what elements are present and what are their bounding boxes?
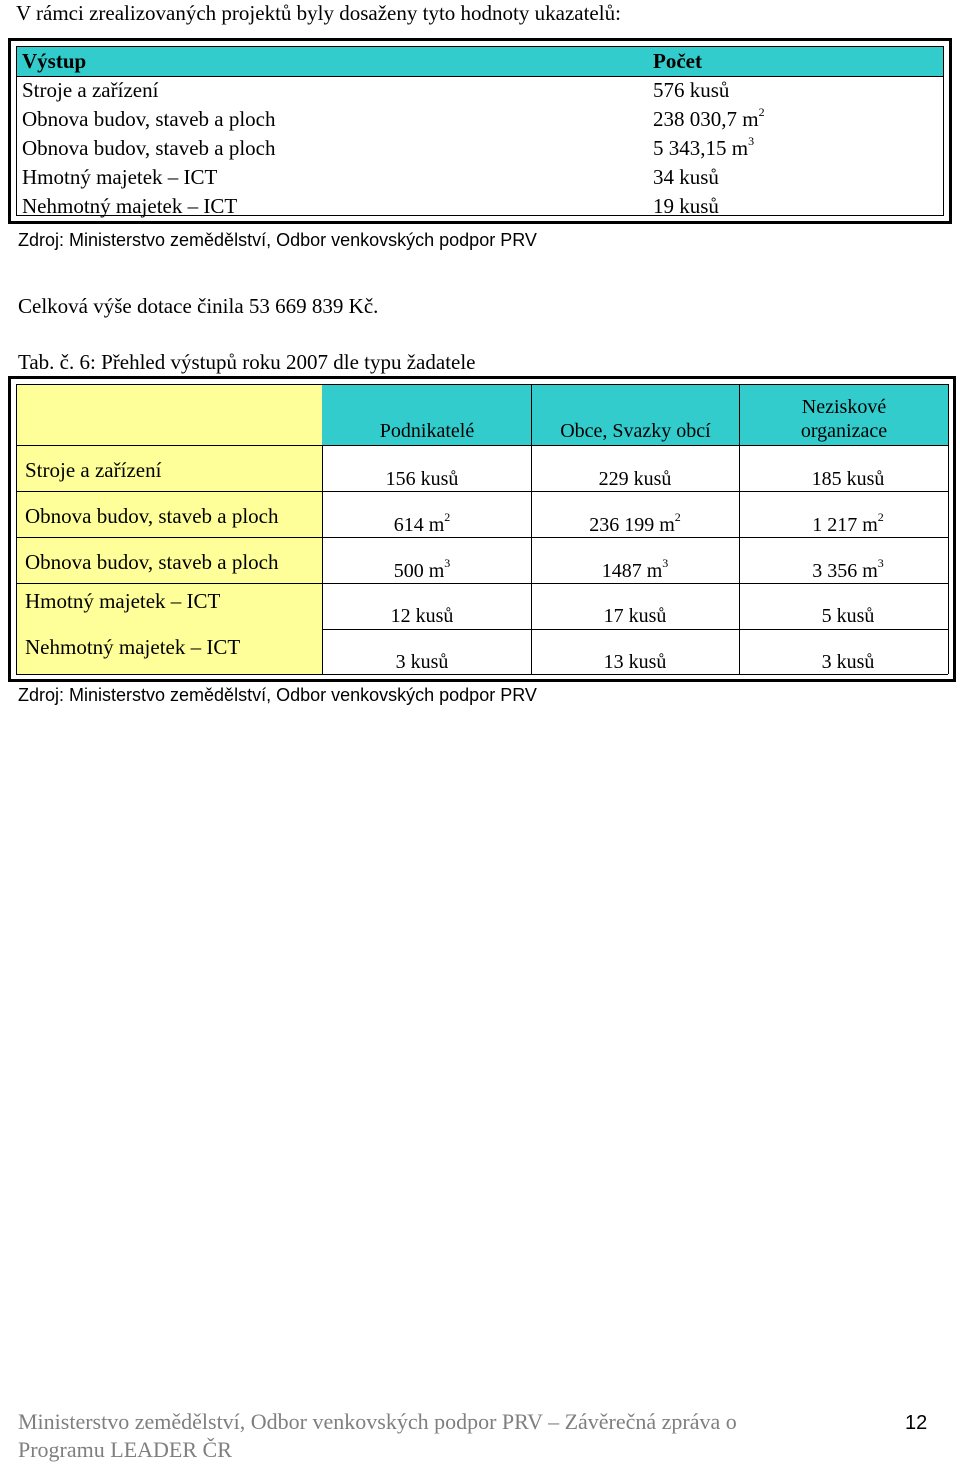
header-count: Počet <box>653 49 702 73</box>
footer-line-2: Programu LEADER ČR <box>18 1437 232 1462</box>
table-row <box>17 192 943 221</box>
table-cell: 500 $m^3$ <box>393 556 451 582</box>
table1-source: Zdroj: Ministerstvo zemědělství, Odbor venkovských podpor PRV <box>18 230 537 250</box>
applicant-type-table <box>8 376 956 682</box>
row-label: Obnova budov, staveb a ploch <box>22 107 276 131</box>
total-subsidy-text: Celková výše dotace činila 53 669 839 Kč. <box>18 294 379 318</box>
column-header-entrepreneurs: Podnikatelé <box>379 420 475 442</box>
table-cell: 5 kusů <box>821 605 875 627</box>
row-value: 576 kusů <box>653 78 730 102</box>
table-cell: 3 kusů <box>395 651 449 673</box>
table-row <box>17 134 943 163</box>
table-cell: 13 kusů <box>603 651 667 673</box>
row-value: 5 343,15 $m^3$ <box>653 134 755 160</box>
row-label: Nehmotný majetek – ICT <box>25 635 241 659</box>
indicator-table-body <box>16 46 944 216</box>
indicator-table <box>8 38 952 224</box>
table-cell: 229 kusů <box>598 468 672 490</box>
table-cell: 12 kusů <box>390 605 454 627</box>
table-cell: 3 356 $m^3$ <box>812 556 884 582</box>
column-header-nonprofits: Neziskové organizace <box>800 396 888 442</box>
column-header-municipalities: Obce, Svazky obcí <box>560 420 711 442</box>
table-cell: 3 kusů <box>821 651 875 673</box>
intro-text: V rámci zrealizovaných projektů byly dosaženy tyto hodnoty ukazatelů: <box>16 1 621 25</box>
page-number: 12 <box>905 1412 928 1434</box>
table-row <box>17 76 943 105</box>
row-label: Nehmotný majetek – ICT <box>22 194 238 218</box>
row-label: Obnova budov, staveb a ploch <box>22 136 276 160</box>
row-label: Stroje a zařízení <box>25 458 162 482</box>
table-row <box>17 163 943 192</box>
row-value: 34 kusů <box>653 165 719 189</box>
table-cell: 614 $m^2$ <box>393 510 451 536</box>
table-cell: 1 217 $m^2$ <box>812 510 884 536</box>
row-value: 238 030,7 $m^2$ <box>653 105 765 131</box>
table-cell: 156 kusů <box>385 468 459 490</box>
table-cell: 1487 $m^3$ <box>601 556 669 582</box>
row-label: Obnova budov, staveb a ploch <box>25 550 279 574</box>
row-label: Hmotný majetek – ICT <box>25 589 221 613</box>
table-cell: 236 199 $m^2$ <box>589 510 681 536</box>
table-header-row <box>17 47 943 77</box>
row-value: 19 kusů <box>653 194 719 218</box>
row-label: Obnova budov, staveb a ploch <box>25 504 279 528</box>
header-output: Výstup <box>22 49 87 73</box>
row-label: Hmotný majetek – ICT <box>22 165 218 189</box>
footer-line-1: Ministerstvo zemědělství, Odbor venkovských podpor PRV – Závěrečná zpráva o <box>18 1409 737 1434</box>
table-row <box>17 105 943 134</box>
row-label-column <box>16 384 323 674</box>
table2-caption: Tab. č. 6: Přehled výstupů roku 2007 dle typu žadatele <box>18 350 476 374</box>
table-cell: 185 kusů <box>811 468 885 490</box>
table-cell: 17 kusů <box>603 605 667 627</box>
table2-source: Zdroj: Ministerstvo zemědělství, Odbor venkovských podpor PRV <box>18 685 537 705</box>
row-label: Stroje a zařízení <box>22 78 159 102</box>
